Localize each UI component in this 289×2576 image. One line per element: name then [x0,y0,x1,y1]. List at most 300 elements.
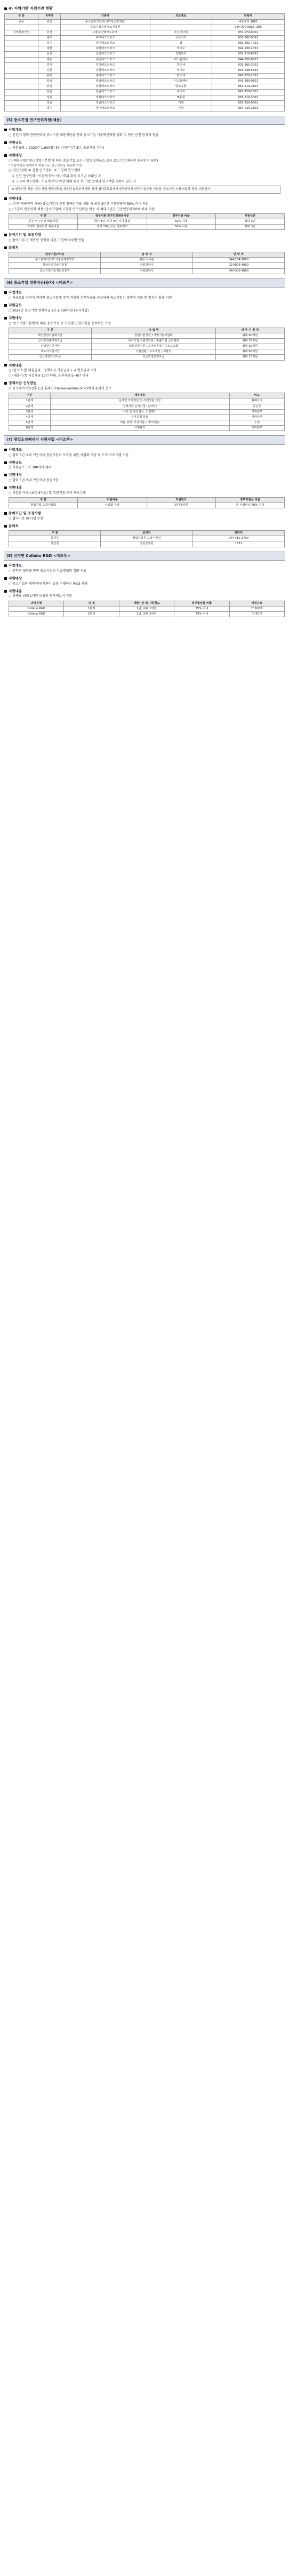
s8-cell: 75% 이내 [174,611,229,617]
s5-support-table [9,213,285,230]
s5-contact-row [9,258,285,263]
regional-header-cell: 프로젝트 [150,14,212,19]
s7-cell: 사업화 자금 [78,503,147,508]
bullet-square-icon [4,564,7,567]
s6-cell: 재도약지원자금 [9,349,92,355]
regional-cell [5,100,38,106]
s7-sub-5 [4,511,285,516]
regional-cell: 061-729-2501 [212,90,285,95]
s5-row [9,225,285,230]
s5-cell: 경력 10년 이상 연구경력 [78,225,147,230]
s8-p3-head: 지원내용 [9,588,22,593]
s6-header-cell: 구 분 [9,328,92,333]
s5-cell: 50% 이내 [147,225,215,230]
s8-cell: 2단계 [64,611,119,617]
regional-header-cell: 연락처 [212,14,285,19]
s6-detail-row [9,420,285,426]
regional-cell: 경남테크노파크 [61,100,150,106]
regional-cell: 바이오 [150,46,212,52]
s6-detail-cell: 서류 및 현장실사, 기업평가 [50,409,229,414]
regional-row [5,62,285,68]
bullet-square-icon [4,141,7,144]
s5-header-cell: 정부지원 비율 [147,214,215,219]
s7-p3-head: 지원대상 [9,473,22,477]
s7-contact-cell: 중기부 [9,536,101,541]
regional-cell: 053-819-3001 [212,95,285,100]
s6-p4-head: 지원내용 [9,363,22,368]
s5-sub-3 [4,153,285,158]
s6-row [9,333,285,338]
regional-cell: 041-589-0601 [212,79,285,84]
regional-header-cell: 지역명 [38,14,61,19]
s6-fund-table [9,328,285,361]
s6-detail-row [9,414,285,420]
s7-contact-cell: 창진원 [9,541,101,547]
s5-contact-row [9,268,285,274]
s8-cell: Collabo R&D [9,606,64,611]
regional-cell: 광주 [38,41,61,46]
s6-detail-cell: 2단계 [9,404,51,409]
s6-detail-header-cell: 구분 [9,393,51,398]
regional-cell: 바이오 [150,68,212,73]
s6-detail-cell: 정책자금 융자신청 (온라인) [50,404,229,409]
bullet-square-icon [4,317,7,320]
s5-table-wrap [9,213,285,230]
bullet-square-icon [4,577,7,580]
regional-cell [5,62,38,68]
s5-p3b: * 기술개발을 수행하기 위한 신규 연구인력을 채용한 기업 [9,164,82,168]
s7-cell: 창업기업 도약사업화 [9,503,78,508]
s8-rnd-table [9,601,285,617]
s8-sub-1 [4,563,285,568]
s6-cell: 긴급경영안정자금 [9,355,92,360]
regional-row [5,41,285,46]
regional-cell: IT융합 [150,95,212,100]
s6-detail-row [9,409,285,414]
s7-cell: 최대 3억원 [147,503,215,508]
regional-cell: 의료기기 [150,36,212,41]
regional-cell: 대전 [38,46,61,52]
s8-sub-2 [4,576,285,581]
s6-p3-head: 지원대상 [9,315,22,320]
bullet-square-icon [4,449,7,451]
s7-p6-head: 문의처 [9,524,19,529]
bullet-square-icon [4,197,7,200]
regional-cell: 탄소융합 [150,84,212,90]
bullet-square-icon [4,234,7,236]
regional-cell [5,41,38,46]
s6-sub-2 [4,303,285,308]
regional-row [5,25,285,30]
s6-cell: 창업기반지원 / 개발기술사업화 [92,333,216,338]
s6-cell: 혁신창업사업화자금 [9,333,92,338]
bullet-square-icon [4,291,7,294]
s6-sub-5 [4,381,285,386]
regional-cell: 전북테크노파크 [61,84,150,90]
regional-cell [5,68,38,73]
s6-p2: ○ 2024년 중소기업 정책자금 3조 8,000억원 (융자사업) [9,308,89,313]
s6-p2-head: 지원규모 [9,302,22,307]
s7-contact-cell: 044-410-1700 [192,536,284,541]
regional-cell: 강원 [38,68,61,73]
s7-header-cell: 정부지원금 비율 [215,498,284,503]
regional-cell: 중소벤처기업부(지역혁신정책관) [61,19,150,25]
s5-contact-cell: 사업담당자 [101,268,192,274]
s5-contact-table [9,252,285,274]
s7-p2-head: 지원규모 [9,460,22,465]
s5-contact-wrap [9,252,285,274]
s5-sub-2 [4,140,285,145]
regional-row [5,57,285,62]
regional-cell: 제주 [38,106,61,111]
bullet-square-icon [4,364,7,366]
s6-cell: 신시장진출지원자금 [9,338,92,344]
bullet-square-icon [4,129,7,131]
regional-cell [5,73,38,78]
section-7-banner [4,435,285,444]
regional-row [5,73,285,78]
regional-cell [5,52,38,57]
regional-cell: 경기테크노파크 [61,62,150,68]
regional-row [5,36,285,41]
section-5-banner [4,116,285,125]
s6-detail-cell: 4단계 [9,414,51,420]
s6-sub-4 [4,363,285,368]
regional-row [5,100,285,106]
regional-cell: 중소기업기술정보진흥원 [61,25,150,30]
s8-row [9,606,285,611]
s6-cell: 최대 60억원 [215,349,284,355]
regional-row [5,90,285,95]
regional-row [5,30,285,35]
regional-cell: 중앙 [38,19,61,25]
s8-row [9,611,285,617]
s5-p5-head: 참여기간 및 조정사항 [9,233,42,237]
s6-cell: 긴급경영안정자금 [92,355,216,360]
s6-detail-cell: 대출 실행 (직접대출 / 대리대출) [50,420,229,426]
regional-cell: 전남테크노파크 [61,90,150,95]
s8-p2-head: 지원대상 [9,576,22,580]
s7-p1: ○ 업력 3년 초과 7년 이내 창업기업의 도약을 위한 사업화 자금 및 도약 프로그램 지원 [9,453,129,457]
s5-p2: ○ 지원규모 : '2023년 1,900명 내외 (지원기간 3년, 프로젝트 추가) [9,146,105,150]
s5-contact-cell: 044-300-9000 [192,268,284,274]
s6-p1-head: 사업개요 [9,290,22,295]
regional-cell: 공공 [5,19,38,25]
s7-sub-6 [4,524,285,529]
s5-contact-cell: 사업담당자 [101,263,192,268]
s7-table-wrap [9,497,285,508]
regional-cell: 광 [150,41,212,46]
regional-cell: 044-300-0926, 300 [212,25,285,30]
s5-p3a: ○ (채용지원) '중소기업기본법'에 따른 중소기업 또는 기업부설연구소 보유 중소기업(채용한 연구인력 포함) [9,158,158,163]
s7-p2: ○ 지원규모 : 약 300개사 내외 [9,466,52,470]
section-6-banner [4,278,285,288]
regional-cell: 055-259-0301 [212,100,285,106]
regional-cell: 제주테크노파크 [61,106,150,111]
s7-sub-2 [4,460,285,465]
s7-contact-row [9,541,285,547]
s6-cell: 혁신성장지원 / 스마트공장 / 구조고도화 [92,344,216,349]
s5-contact-cell: 02-6009-3000 [192,263,284,268]
regional-cell: 대전테크노파크 [61,46,150,52]
bullet-square-icon [4,382,7,385]
s7-cell: 총 사업비의 70% 이내 [215,503,284,508]
s7-p4: ○ 사업화 자금 (최대 3억원) 및 주관기관 도약 프로그램 [9,491,86,496]
s8-cell: 75% 이내 [174,606,229,611]
s6-detail-wrap [9,393,285,431]
s5-p3d: ① 신진 연구인력 : 이공계 학사·석사 학위 취득 후 5년 이내인 자 [12,174,101,178]
s7-contact-header-cell: 문의처 [101,531,192,536]
s5-sub-4 [4,196,285,201]
s7-header-cell: 지원내용 [78,498,147,503]
regional-cell [5,90,38,95]
s8-cell: 약 50개 [229,611,284,617]
s5-contact-cell: 044-204-7000 [192,258,284,263]
s8-p2: ○ 중소기업과 대학·연구기관이 공동 수행하는 R&D 과제 [9,581,87,586]
s5-contact-header-cell: 담당기관(부서) [9,252,101,258]
s7-contact-wrap [9,530,285,547]
s6-detail-table [9,393,285,431]
s5-contact-cell: 한국산업기술진흥원 [9,263,101,268]
regional-cell: 정밀화학 [150,52,212,57]
s8-header-cell: 개발기간 및 지원한도 [119,601,174,606]
regional-cell: 경기 [38,62,61,68]
regional-cell: 031-500-3001 [212,62,285,68]
s5-contact-row [9,263,285,268]
regional-cell: 053-602-9001 [212,36,285,41]
s6-detail-cell: 지역본부 [229,409,284,414]
regional-cell [150,19,212,25]
s6-cell: 최대 30억원 [215,338,284,344]
s6-detail-header-cell: 비고 [229,393,284,398]
regional-cell [5,79,38,84]
regional-cell: (재)부산테크노파크 [61,30,150,35]
s6-cell: 최대 60억원 [215,344,284,349]
regional-cell: 관광 [150,106,212,111]
regional-cell [5,36,38,41]
s5-note-box: ※ 연구인력 채용 기업: 해당 연구인력을 채용한 날로부터 해당 과제 협약종료일까지 연구인력의 인건비 일부를 지원함. 중소기업 지원사업 중 중복 지원 금지. [9,186,280,194]
s6-detail-cell: 홈페이지 [229,398,284,404]
s6-header-cell: 세 부 지 원 금 [215,328,284,333]
bullet-square-icon [4,7,7,10]
s6-sub-3 [4,316,285,321]
regional-cell [5,57,38,62]
s5-sub-1 [4,127,285,132]
section-4-title: 4) 지역기반 지원기관 현황 [9,6,53,11]
regional-cell: 강원테크노파크 [61,68,150,73]
bullet-square-icon [4,512,7,515]
s8-p3: ○ 과제당 최대 1억원 내외의 연구개발비 지원 [9,594,73,599]
bullet-square-icon [4,461,7,464]
regional-header-cell: 구 분 [5,14,38,19]
s5-p1: ○ 신진/고경력 연구인력의 중소기업 채용지원을 통해 중소기업 기술혁신역량 강화 및 청년·신진 일자리 창출 [9,133,159,138]
bullet-square-icon [4,474,7,476]
s7-contact-table [9,530,285,547]
s5-sub-6 [4,245,285,250]
s8-header-cell: 단 계 [64,601,119,606]
regional-cell: 에너지 [150,90,212,95]
s5-p3-head: 지원대상 [9,153,22,158]
s8-header-cell: 정부출연금 비율 [174,601,229,606]
regional-cell: 부산 [38,30,61,35]
regional-cell: 디스플레이 [150,57,212,62]
s6-detail-cell: 온라인 자가진단 및 사전상담 신청 [50,398,229,404]
s7-support-table [9,497,285,508]
s6-p1: ○ 자금조달 능력이 취약한 중소기업에 장기 저리의 정책자금을 공급하여 중소기업의 경쟁력 강화 및 일자리 창출 지원 [9,296,172,300]
s8-cell: 1년, 최대 1억원 [119,606,174,611]
regional-cell: 세종테크노파크 [61,57,150,62]
s6-row [9,338,285,344]
s6-detail-cell: 중진공 [229,404,284,409]
regional-cell [5,95,38,100]
s6-detail-cell: 6단계 [9,426,51,431]
regional-cell: 경북테크노파크 [61,95,150,100]
regional-table [4,13,285,111]
regional-cell: 064-720-2301 [212,106,285,111]
regional-cell: 경북 [38,95,61,100]
s5-contact-header-cell: 담 당 자 [101,252,192,258]
regional-cell: 울산테크노파크 [61,52,150,57]
s7-p4-head: 지원내용 [9,485,22,490]
s5-p2-head: 지원규모 [9,140,22,145]
regional-cell: 세종청사 1661 [212,19,285,25]
s5-header-cell: 정부지원 연구인력채용기준 [78,214,147,219]
regional-cell: 세종 [38,57,61,62]
section-8-banner [4,552,285,561]
regional-cell: 반도체 [150,62,212,68]
regional-cell: 052-219-8561 [212,52,285,57]
s5-header-cell: 구 분 [9,214,78,219]
regional-cell: 충남테크노파크 [61,79,150,84]
bullet-square-icon [4,246,7,249]
regional-row [5,19,285,25]
regional-cell: 기계 [150,100,212,106]
regional-cell: 지역특화산업 [5,30,38,35]
s5-sub-5 [4,233,285,237]
s6-cell: 신성장기반자금 [9,344,92,349]
s6-detail-row [9,398,285,404]
regional-cell: 충남 [38,79,61,84]
s5-p6-head: 문의처 [9,245,19,250]
s6-header-cell: 사 업 명 [92,328,216,333]
s7-p3: ○ 업력 3년 초과 7년 이내 창업기업 [9,478,59,483]
s5-p4-head: 지원내용 [9,196,22,201]
s5-cell: 고경력 연구인력 채용지원 [9,225,78,230]
s7-p5-head: 참여기간 및 조정사항 [9,511,42,516]
s6-detail-cell: 지역본부 [229,414,284,420]
s6-detail-header-cell: 세부내용 [50,393,229,398]
s8-cell: 약 100개 [229,606,284,611]
s7-sub-4 [4,485,285,490]
s5-cell: 50% 이내 [147,219,215,225]
s6-cell: 최대 60억원 [215,333,284,338]
regional-cell [5,84,38,90]
s7-sub-1 [4,448,285,452]
s6-cell: 사업전환 / 구조개선 / 재창업 [92,349,216,355]
regional-cell: 울산 [38,52,61,57]
regional-row [5,52,285,57]
s7-contact-header-cell: 구 분 [9,531,101,536]
s5-p4b: ○ (고경력 연구인력 채용) 중소기업이 고경력 연구인력을 채용 시 최대 3년간 기준연봉의 50% 이내 지원 [9,207,155,211]
regional-cell: 전남 [38,90,61,95]
s7-contact-cell: 1357 [192,541,284,547]
regional-cell: 042-930-2001 [212,46,285,52]
s8-p1-head: 사업개요 [9,563,22,568]
s6-detail-cell: 사후관리 [50,426,229,431]
regional-cell: 광주테크노파크 [61,41,150,46]
s7-p1-head: 사업개요 [9,447,22,452]
regional-cell [5,25,38,30]
bullet-square-icon [4,304,7,307]
s6-row [9,349,285,355]
s6-detail-cell: 5단계 [9,420,51,426]
s6-p5-head: 정책자금 신청방법 [9,381,37,386]
s7-row [9,503,285,508]
regional-header-cell: 기관명 [61,14,150,19]
bullet-square-icon [4,590,7,593]
section-4-heading [4,6,285,11]
s6-table-wrap [9,328,285,361]
regional-cell [38,25,61,30]
s6-detail-row [9,404,285,409]
s5-contact-cell: 담당 사무관 [101,258,192,263]
s7-header-cell: 지원한도 [147,498,215,503]
s5-row [9,219,285,225]
s5-p3e: ② 고경력 연구인력 : 이공계 학사 이상 학위 취득 후 기업 등에서 연구개발 경력이 있는 자 [12,179,137,184]
s7-contact-row [9,536,285,541]
regional-row [5,106,285,111]
s6-detail-cell: 융자결정 통보 [50,414,229,420]
s8-header-cell: 과제유형 [9,601,64,606]
regional-cell: 062-602-7001 [212,41,285,46]
s8-p1: ○ 산학연 협력을 통한 중소기업의 기술경쟁력 강화 지원 [9,569,87,573]
section-7-title: (7) 창업도약패키지 지원사업 <비즈푸> [6,437,73,442]
regional-cell: 063-219-2101 [212,84,285,90]
s5-cell: 신진 연구인력 채용지원 [9,219,78,225]
s6-p4b: ○ (대출기간) 시설자금 10년 이내, 운전자금 5~6년 이내 [9,374,89,378]
s5-p4a: ○ (신진 연구인력 채용) 중소기업이 신진 연구인력을 채용 시 최대 3년간 기준연봉의 50% 이내 지원 [9,202,149,206]
regional-cell: 대구 [38,36,61,41]
s6-cell: 최대 10억원 [215,355,284,360]
s7-header-cell: 구 분 [9,498,78,503]
regional-row [5,46,285,52]
regional-cell: 반도체 [150,73,212,78]
s5-p5: ○ 참여기업 간 채용한 인력을 다른 기업에 보내면 안됨 [9,238,85,243]
regional-cell: 조선기자재 [150,30,212,35]
regional-row [5,79,285,84]
s8-cell: 1단계 [64,606,119,611]
regional-cell: 충북 [38,73,61,78]
s6-detail-cell: 3단계 [9,409,51,414]
regional-cell [5,106,38,111]
s5-p3c: ○ (연구인력) ① 신진 연구인력, ② 고경력 연구인력 [9,169,81,173]
regional-cell: 044-850-0001 [212,57,285,62]
s6-detail-cell: 은행 [229,420,284,426]
s5-header-cell: 지원구분 [215,214,284,219]
section-8-title: (8) 산지연 Collabo R&D <비즈푸> [6,553,70,558]
s8-cell: 2년, 최대 2억원 [119,611,174,617]
s7-contact-header-cell: 연락처 [192,531,284,536]
regional-cell [5,46,38,52]
s7-contact-cell: 창업진흥원 [101,541,192,547]
s8-sub-3 [4,589,285,594]
regional-cell [150,25,212,30]
regional-cell: 051-974-9001 [212,30,285,35]
s8-cell: Collabo R&D [9,611,64,617]
s8-table-wrap [9,601,285,617]
s5-contact-cell: 중소기업기술정보진흥원 [9,268,101,274]
regional-cell: 033-248-5601 [212,68,285,73]
